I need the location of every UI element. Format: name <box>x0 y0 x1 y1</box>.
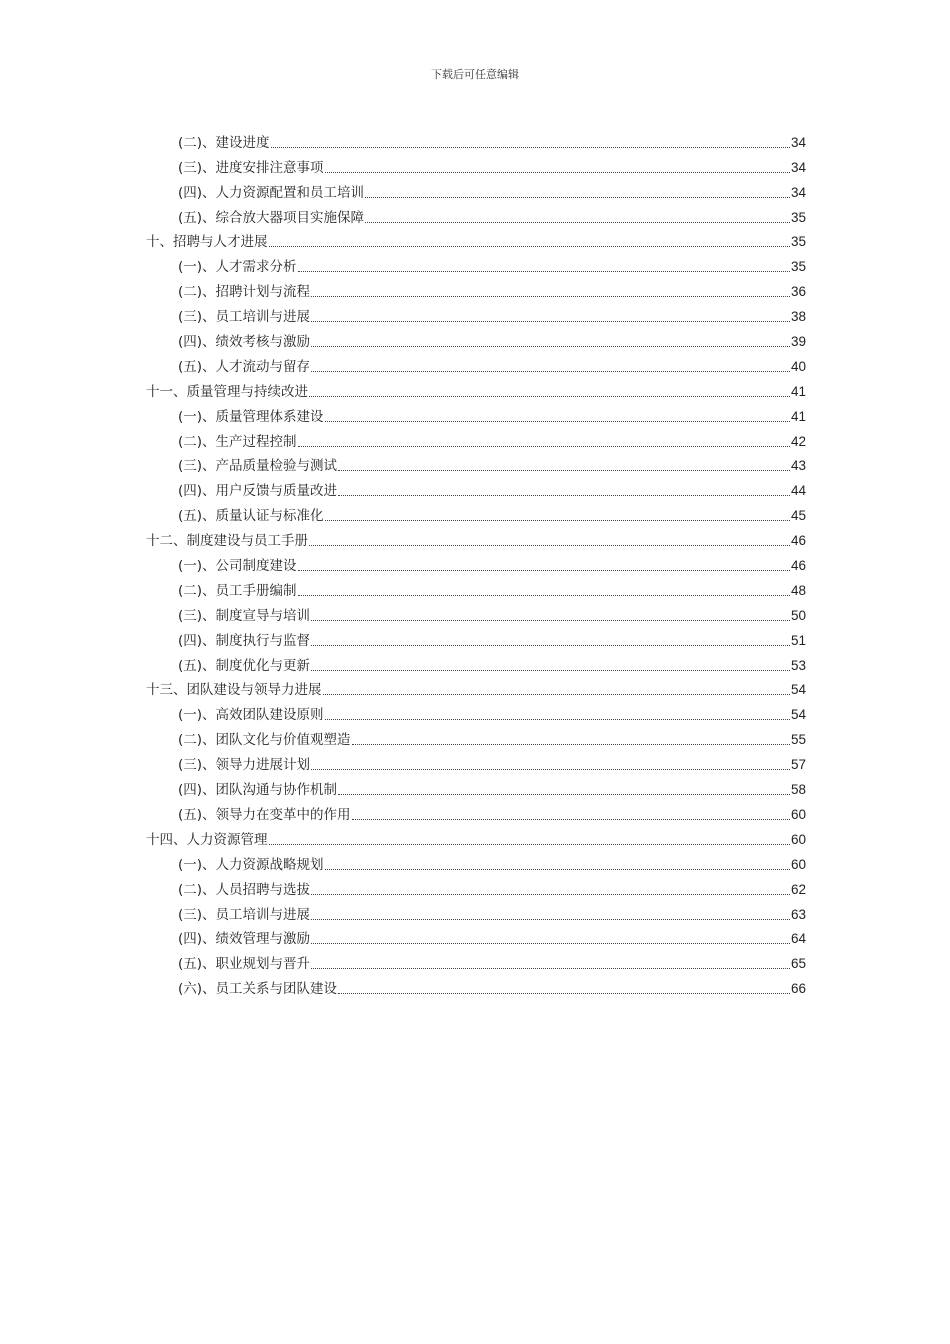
toc-page-number: 54 <box>790 707 806 723</box>
toc-section-entry[interactable] <box>146 973 806 998</box>
toc-leader-dots <box>352 819 790 820</box>
toc-page-number: 34 <box>790 134 806 150</box>
toc-entry-label: (三)、产品质量检验与测试 <box>178 458 338 475</box>
toc-chapter-entry[interactable] <box>146 675 806 700</box>
toc-entry-label: 十二、制度建设与员工手册 <box>146 533 308 550</box>
toc-entry-label: (六)、员工关系与团队建设 <box>178 981 338 998</box>
toc-page-number: 51 <box>790 632 806 648</box>
toc-section-entry[interactable] <box>146 575 806 600</box>
toc-page-number: 46 <box>790 558 806 574</box>
toc-section-entry[interactable] <box>146 600 806 625</box>
toc-section-entry[interactable] <box>146 500 806 525</box>
toc-page-number: 48 <box>790 582 806 598</box>
toc-entry-label: (三)、领导力进展计划 <box>178 757 311 774</box>
toc-section-entry[interactable] <box>146 301 806 326</box>
toc-leader-dots <box>311 919 790 920</box>
toc-section-entry[interactable] <box>146 899 806 924</box>
toc-leader-dots <box>298 595 790 596</box>
toc-page-number: 66 <box>790 981 806 997</box>
toc-leader-dots <box>325 719 790 720</box>
toc-chapter-entry[interactable] <box>146 824 806 849</box>
toc-entry-label: (一)、人才需求分析 <box>178 259 297 276</box>
toc-leader-dots <box>325 172 790 173</box>
toc-page-number: 62 <box>790 881 806 897</box>
toc-leader-dots <box>325 869 790 870</box>
toc-page-number: 41 <box>790 383 806 399</box>
toc-entry-label: (五)、制度优化与更新 <box>178 657 311 674</box>
toc-entry-label: (四)、绩效考核与激励 <box>178 334 311 351</box>
toc-leader-dots <box>325 520 790 521</box>
toc-entry-label: (四)、团队沟通与协作机制 <box>178 782 338 799</box>
toc-page-number: 54 <box>790 682 806 698</box>
toc-section-entry[interactable] <box>146 401 806 426</box>
toc-entry-label: (四)、人力资源配置和员工培训 <box>178 184 365 201</box>
toc-page-number: 60 <box>790 831 806 847</box>
toc-chapter-entry[interactable] <box>146 376 806 401</box>
toc-section-entry[interactable] <box>146 326 806 351</box>
toc-leader-dots <box>269 844 790 845</box>
toc-entry-label: 十四、人力资源管理 <box>146 831 268 848</box>
toc-section-entry[interactable] <box>146 799 806 824</box>
toc-leader-dots <box>338 993 790 994</box>
toc-leader-dots <box>311 620 790 621</box>
toc-leader-dots <box>311 346 790 347</box>
toc-page-number: 63 <box>790 906 806 922</box>
toc-leader-dots <box>298 570 790 571</box>
toc-page-number: 60 <box>790 856 806 872</box>
toc-entry-label: (五)、质量认证与标准化 <box>178 508 324 525</box>
toc-page-number: 42 <box>790 433 806 449</box>
toc-section-entry[interactable] <box>146 625 806 650</box>
toc-page-number: 40 <box>790 358 806 374</box>
toc-entry-label: 十、招聘与人才进展 <box>146 234 268 251</box>
toc-page-number: 57 <box>790 757 806 773</box>
toc-section-entry[interactable] <box>146 152 806 177</box>
toc-section-entry[interactable] <box>146 550 806 575</box>
toc-page-number: 35 <box>790 259 806 275</box>
toc-page-number: 43 <box>790 458 806 474</box>
toc-page-number: 39 <box>790 334 806 350</box>
toc-leader-dots <box>311 321 790 322</box>
toc-chapter-entry[interactable] <box>146 525 806 550</box>
toc-leader-dots <box>325 421 790 422</box>
toc-section-entry[interactable] <box>146 724 806 749</box>
toc-page-number: 64 <box>790 931 806 947</box>
toc-leader-dots <box>311 645 790 646</box>
toc-leader-dots <box>311 943 790 944</box>
toc-leader-dots <box>338 495 790 496</box>
toc-leader-dots <box>309 396 790 397</box>
toc-page-number: 65 <box>790 956 806 972</box>
toc-leader-dots <box>311 296 790 297</box>
toc-leader-dots <box>323 694 790 695</box>
toc-page-number: 34 <box>790 184 806 200</box>
toc-section-entry[interactable] <box>146 276 806 301</box>
toc-entry-label: (一)、高效团队建设原则 <box>178 707 324 724</box>
toc-entry-label: 十三、团队建设与领导力进展 <box>146 682 322 699</box>
toc-entry-label: (五)、综合放大器项目实施保障 <box>178 209 365 226</box>
toc-leader-dots <box>311 670 790 671</box>
page-header: 下载后可任意编辑 <box>431 68 519 81</box>
toc-entry-label: (四)、制度执行与监督 <box>178 632 311 649</box>
toc-entry-label: (一)、公司制度建设 <box>178 558 297 575</box>
toc-page-number: 35 <box>790 234 806 250</box>
toc-entry-label: (五)、领导力在变革中的作用 <box>178 806 351 823</box>
toc-entry-label: (三)、进度安排注意事项 <box>178 159 324 176</box>
toc-entry-label: (三)、员工培训与进展 <box>178 309 311 326</box>
toc-leader-dots <box>365 222 790 223</box>
toc-section-entry[interactable] <box>146 475 806 500</box>
toc-page-number: 45 <box>790 508 806 524</box>
toc-leader-dots <box>365 197 790 198</box>
toc-leader-dots <box>338 794 790 795</box>
toc-chapter-entry[interactable] <box>146 227 806 252</box>
toc-entry-label: (一)、质量管理体系建设 <box>178 408 324 425</box>
toc-section-entry[interactable] <box>146 426 806 451</box>
table-of-contents <box>146 127 806 998</box>
toc-entry-label: (二)、团队文化与价值观塑造 <box>178 732 351 749</box>
toc-page-number: 38 <box>790 309 806 325</box>
toc-section-entry[interactable] <box>146 251 806 276</box>
toc-section-entry[interactable] <box>146 924 806 949</box>
toc-page-number: 55 <box>790 732 806 748</box>
toc-page-number: 35 <box>790 209 806 225</box>
toc-leader-dots <box>311 371 790 372</box>
toc-section-entry[interactable] <box>146 451 806 476</box>
toc-entry-label: 十一、质量管理与持续改进 <box>146 383 308 400</box>
toc-section-entry[interactable] <box>146 127 806 152</box>
toc-section-entry[interactable] <box>146 749 806 774</box>
toc-section-entry[interactable] <box>146 849 806 874</box>
toc-page-number: 44 <box>790 483 806 499</box>
toc-leader-dots <box>298 446 790 447</box>
toc-page-number: 34 <box>790 159 806 175</box>
toc-page-number: 41 <box>790 408 806 424</box>
toc-leader-dots <box>269 246 790 247</box>
toc-leader-dots <box>271 147 790 148</box>
toc-page-number: 60 <box>790 806 806 822</box>
toc-page-number: 50 <box>790 607 806 623</box>
toc-section-entry[interactable] <box>146 650 806 675</box>
toc-entry-label: (三)、制度宣导与培训 <box>178 607 311 624</box>
toc-section-entry[interactable] <box>146 948 806 973</box>
toc-entry-label: (二)、人员招聘与选拔 <box>178 881 311 898</box>
toc-section-entry[interactable] <box>146 202 806 227</box>
toc-leader-dots <box>298 271 790 272</box>
toc-section-entry[interactable] <box>146 699 806 724</box>
toc-section-entry[interactable] <box>146 874 806 899</box>
toc-leader-dots <box>309 545 790 546</box>
toc-section-entry[interactable] <box>146 177 806 202</box>
toc-page-number: 58 <box>790 782 806 798</box>
toc-leader-dots <box>311 769 790 770</box>
toc-leader-dots <box>338 470 790 471</box>
toc-entry-label: (五)、职业规划与晋升 <box>178 956 311 973</box>
toc-section-entry[interactable] <box>146 351 806 376</box>
toc-entry-label: (三)、员工培训与进展 <box>178 906 311 923</box>
toc-entry-label: (四)、绩效管理与激励 <box>178 931 311 948</box>
toc-entry-label: (二)、建设进度 <box>178 134 270 151</box>
toc-leader-dots <box>311 968 790 969</box>
toc-page-number: 46 <box>790 533 806 549</box>
toc-entry-label: (二)、员工手册编制 <box>178 582 297 599</box>
toc-section-entry[interactable] <box>146 774 806 799</box>
toc-page-number: 36 <box>790 284 806 300</box>
toc-entry-label: (四)、用户反馈与质量改进 <box>178 483 338 500</box>
toc-page-number: 53 <box>790 657 806 673</box>
toc-entry-label: (五)、人才流动与留存 <box>178 358 311 375</box>
toc-entry-label: (二)、生产过程控制 <box>178 433 297 450</box>
toc-leader-dots <box>311 894 790 895</box>
toc-entry-label: (一)、人力资源战略规划 <box>178 856 324 873</box>
toc-leader-dots <box>352 744 790 745</box>
toc-entry-label: (二)、招聘计划与流程 <box>178 284 311 301</box>
